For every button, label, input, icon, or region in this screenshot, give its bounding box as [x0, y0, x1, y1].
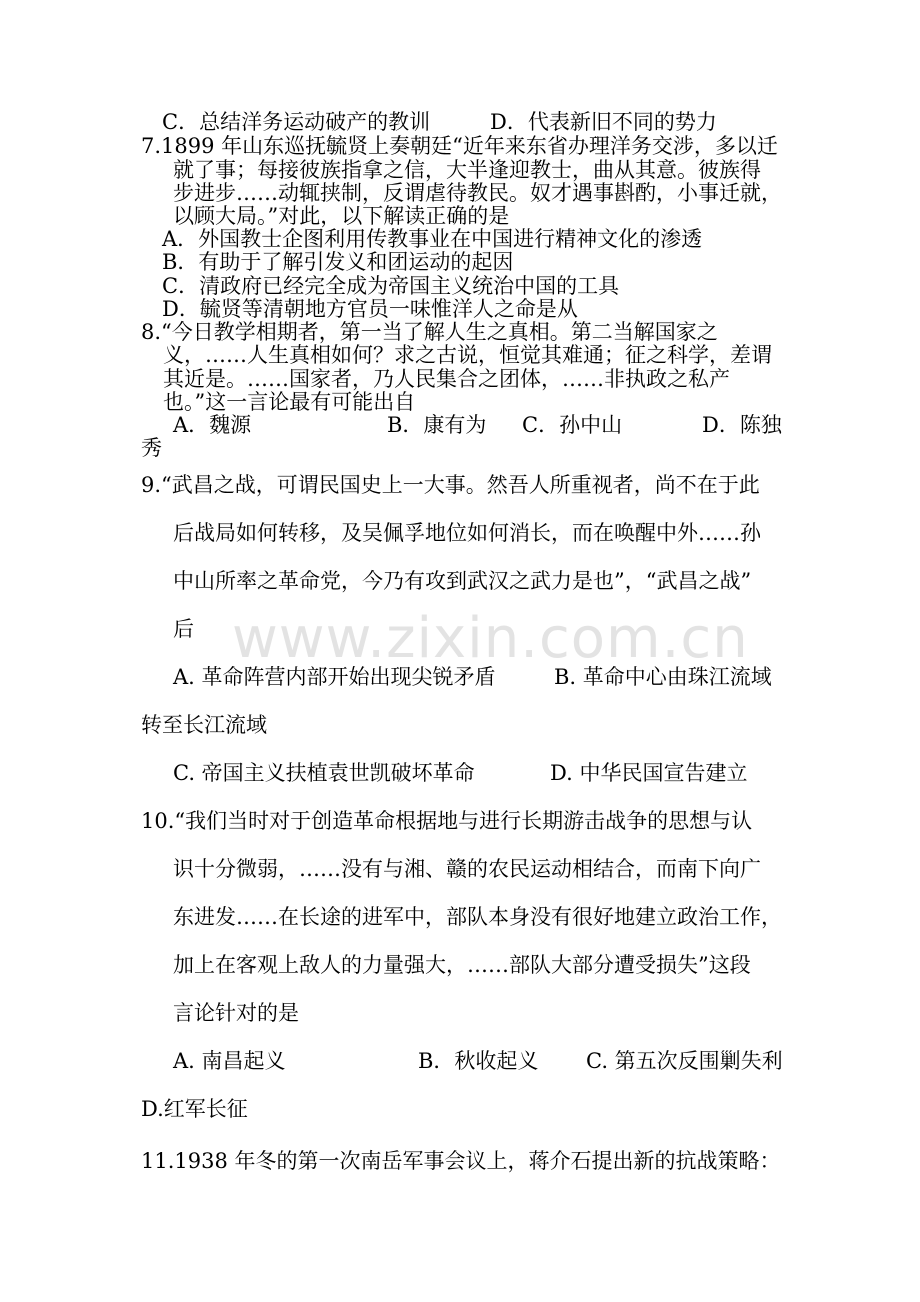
q7-option-a: A．外国教士企图利用传教事业在中国进行精神文化的渗透 — [162, 227, 703, 251]
q8-stem-line: 义，……人生真相如何？求之古说，恒觉其难通；征之科学，差谓 — [163, 343, 772, 367]
watermark: www.zixin.com.cn — [232, 606, 749, 671]
q7-option-c: C．清政府已经完全成为帝国主义统治中国的工具 — [162, 274, 620, 298]
q8-option-d: D．陈独 — [702, 413, 782, 437]
q10-stem-line: 10.“我们当时对于创造革命根据地与进行长期游击战争的思想与认 — [141, 809, 753, 833]
q8-stem-line: 其近是。……国家者，乃人民集合之团体，……非执政之私产 — [163, 367, 730, 391]
q9-stem-line: 9.“武昌之战，可谓民国史上一大事。然吾人所重视者，尚不在于此 — [141, 473, 760, 497]
q7-option-b: B．有助于了解引发义和团运动的起因 — [162, 250, 514, 274]
q9-option-a: A. 革命阵营内部开始出现尖锐矛盾 — [173, 665, 496, 689]
q9-option-c: C. 帝国主义扶植袁世凯破坏革命 — [173, 761, 475, 785]
q9-stem-line: 后战局如何转移，及吴佩孚地位如何消长，而在唤醒中外……孙 — [173, 521, 761, 545]
q6-option-c: C．总结洋务运动破产的教训 — [162, 110, 431, 134]
q9-stem-line: 中山所率之革命党，今乃有攻到武汉之武力是也”，“武昌之战” — [173, 569, 752, 593]
q7-stem-line: 7.1899 年山东巡抚毓贤上奏朝廷“近年来东省办理洋务交涉，多以迁 — [141, 134, 778, 158]
q10-option-c: C. 第五次反围剿失利 — [586, 1049, 783, 1073]
q8-option-a: A．魏源 — [173, 413, 252, 437]
q10-stem-line: 识十分微弱，……没有与湘、赣的农民运动相结合，而南下向广 — [173, 857, 761, 881]
q11-stem-line: 11.1938 年冬的第一次南岳军事会议上，蒋介石提出新的抗战策略： — [141, 1149, 781, 1173]
q10-stem-line: 言论针对的是 — [173, 1001, 299, 1025]
q10-option-a: A. 南昌起义 — [173, 1049, 286, 1073]
q10-stem-line: 加上在客观上敌人的力量强大，……部队大部分遭受损失”这段 — [173, 953, 751, 977]
q6-option-d: D．代表新旧不同的势力 — [490, 110, 717, 134]
q8-stem-line: 也。”这一言论最有可能出自 — [163, 390, 416, 414]
q10-stem-line: 东进发……在长途的进军中，部队本身没有很好地建立政治工作， — [173, 905, 782, 929]
q8-option-b: B．康有为 — [387, 413, 487, 437]
q8-option-c: C．孙中山 — [522, 413, 623, 437]
q9-option-b: B. 革命中心由珠江流域 — [554, 665, 772, 689]
q7-stem-line: 以顾大局。”对此，以下解读正确的是 — [173, 204, 510, 228]
q10-option-d: D.红军长征 — [141, 1097, 248, 1121]
q9-stem-line: 后 — [173, 617, 194, 641]
q7-stem-line: 就了事；每接彼族指拿之信，大半逢迎教士，曲从其意。彼族得 — [173, 158, 761, 182]
q9-option-d: D. 中华民国宣告建立 — [550, 761, 748, 785]
q10-option-b: B．秋收起义 — [418, 1049, 539, 1073]
q7-stem-line: 步进步……动辄挟制，反谓虐待教民。奴才遇事斟酌，小事迁就， — [173, 181, 782, 205]
q8-stem-line: 8.“今日教学相期者，第一当了解人生之真相。第二当解国家之 — [141, 320, 718, 344]
q7-option-d: D．毓贤等清朝地方官员一味惟洋人之命是从 — [162, 297, 578, 321]
q9-option-b-wrap: 转至长江流域 — [141, 713, 267, 737]
q8-option-d-wrap: 秀 — [141, 436, 162, 460]
